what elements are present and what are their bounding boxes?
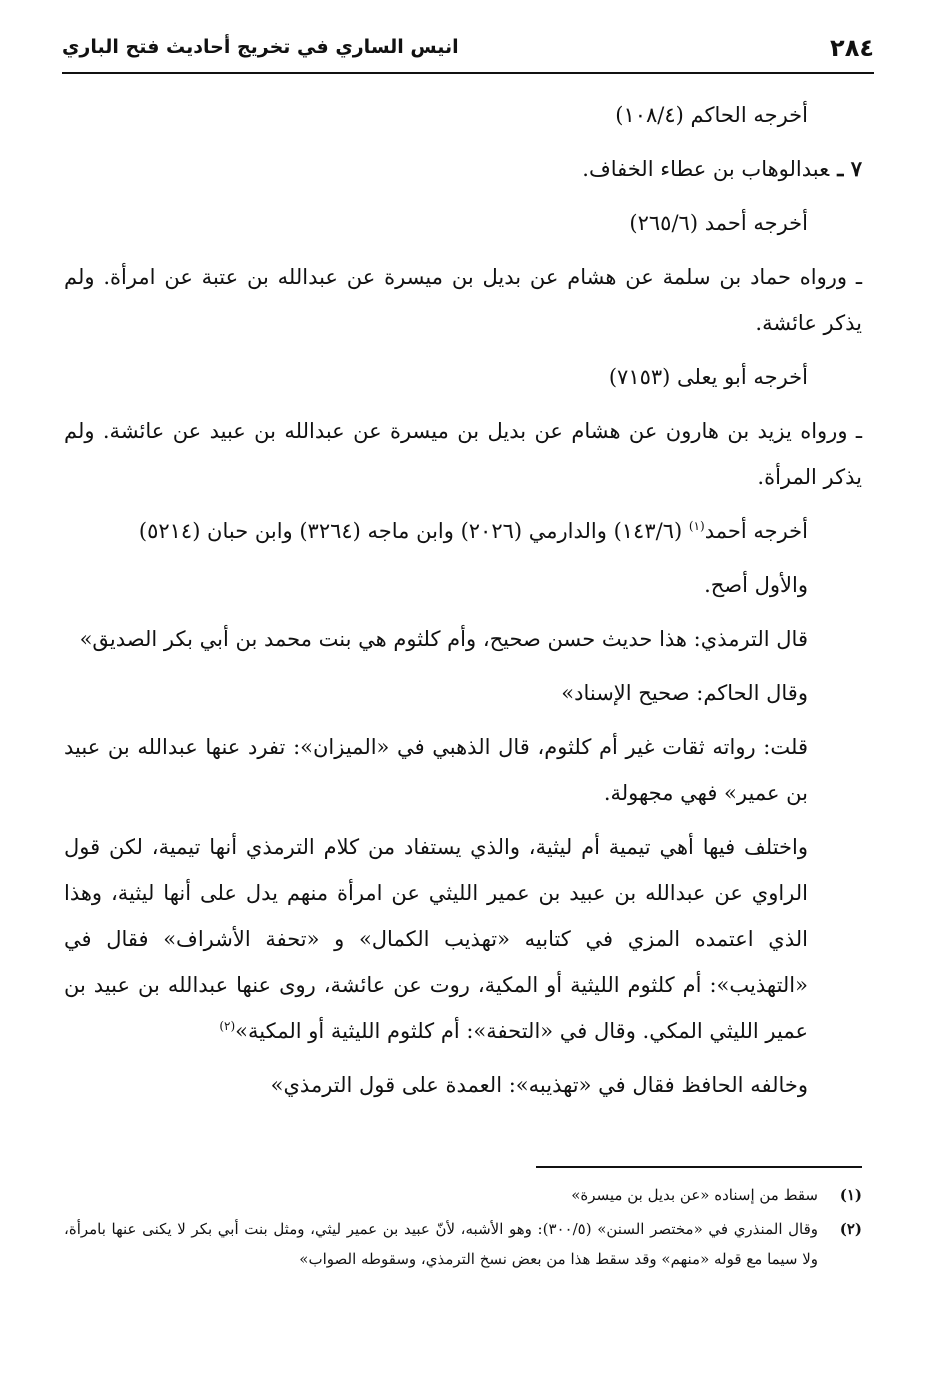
footnotes (64, 1180, 862, 1278)
footnote-1 (64, 1180, 862, 1210)
paragraph-hakim-ref: أخرجه الحاكم (١٠٨/٤) (615, 103, 808, 127)
paragraph-disagreement (64, 824, 862, 1054)
paragraph-tirmidhi: قال الترمذي: هذا حديث حسن صحيح، وأم كلثوم هي بنت محمد بن أبي بكر الصديق» (79, 627, 808, 651)
paragraph-hafiz: وخالفه الحافظ فقال في «تهذيبه»: العمدة على قول الترمذي» (270, 1073, 808, 1097)
page-header (62, 30, 874, 74)
main-text (64, 92, 862, 1116)
paragraph-author-note: قلت: رواته ثقات غير أم كلثوم، قال الذهبي في «الميزان»: تفرد عنها عبدالله بن عبيد بن عمير» فهي مجهولة. (64, 735, 808, 805)
list-item-7 (64, 146, 862, 192)
paragraph-abu-yala-ref: أخرجه أبو يعلى (٧١٥٣) (608, 365, 808, 389)
footnote-marker-2: (٢) (219, 1019, 236, 1033)
running-title: انيس الساري في تخريج أحاديث فتح الباري (62, 36, 459, 58)
page-number: ٢٨٤ (830, 34, 874, 62)
paragraph-hakim-grading: وقال الحاكم: صحيح الإسناد» (561, 681, 808, 705)
paragraph-hammad-narration: ـ ورواه حماد بن سلمة عن هشام عن بديل بن ميسرة عن عبدالله بن عتبة عن امرأة. ولم يذكر عائشة. (64, 265, 862, 335)
footnote-text: وقال المنذري في «مختصر السنن» (٣٠٠/٥): وهو الأشبه، لأنّ عبيد بن عمير ليثي، ومثل بنت أبي بكر لا يكنى عنها بامرأة، ولا سيما مع قوله «منهم» وقد سقط هذا من بعض نسخ الترمذي، وسقوطه الصواب» (64, 1220, 818, 1268)
footnote-marker-1: (١) (688, 519, 705, 533)
footnote-number: (٢) (839, 1220, 862, 1238)
footnote-2 (64, 1214, 862, 1274)
item-text: عبدالوهاب بن عطاء الخفاف. (582, 157, 830, 181)
footnote-text: سقط من إسناده «عن بديل بن ميسرة» (571, 1186, 818, 1204)
paragraph-sources (64, 508, 862, 554)
paragraph-yazid-narration: ـ ورواه يزيد بن هارون عن هشام عن بديل بن ميسرة عن عبدالله بن عبيد عن عائشة. ولم يذكر المرأة. (64, 419, 862, 489)
footnote-divider (536, 1166, 862, 1168)
paragraph-first-correct: والأول أصح. (704, 573, 808, 597)
sources-rest: (١٤٣/٦) والدارمي (٢٠٢٦) وابن ماجه (٣٢٦٤) وابن حبان (٥٢١٤) (138, 519, 689, 543)
footnote-number: (١) (839, 1186, 862, 1204)
paragraph-ahmad-ref: أخرجه أحمد (٢٦٥/٦) (629, 211, 808, 235)
item-number: ٧ ـ (837, 156, 862, 181)
header-rule (62, 72, 874, 74)
sources-lead: أخرجه أحمد (704, 519, 808, 543)
disagreement-text: واختلف فيها أهي تيمية أم ليثية، والذي يستفاد من كلام الترمذي أنها تيمية، لكن قول الراوي عن عبدالله بن عبيد بن عمير الليثي عن امرأة منهم يدل على أنها ليثية، وهذا الذي اعتمده المزي في كتابيه «تهذيب الكمال» و «تحفة الأشراف» فقال في «التهذيب»: أم كلثوم الليثية أو المكية، روت عن عائشة، روى عنها عبدالله بن عبيد بن عمير الليثي المكي. وقال في «التحفة»: أم كلثوم الليثية أو المكية» (64, 835, 808, 1043)
